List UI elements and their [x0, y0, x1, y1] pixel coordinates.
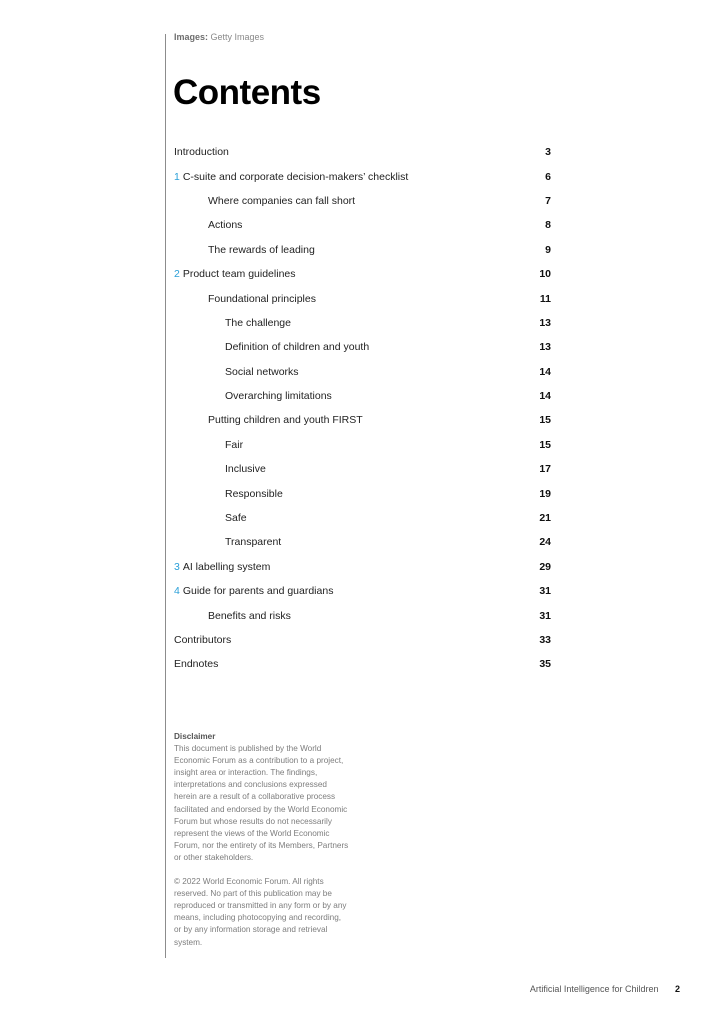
- toc-entry[interactable]: [174, 360, 551, 384]
- toc-entry-label: [174, 317, 291, 329]
- toc-entry-text: C-suite and corporate decision-makers’ checklist: [182, 170, 409, 183]
- toc-page-number: 3: [545, 146, 551, 159]
- toc-page-number: 31: [539, 585, 551, 598]
- toc-entry-text: Fair: [225, 438, 244, 451]
- toc-section-number: 3: [174, 560, 180, 573]
- toc-entry-label: [174, 366, 299, 378]
- toc-page-number: 31: [539, 609, 551, 622]
- toc-entry-label: [174, 439, 243, 451]
- toc-page-number: 29: [539, 560, 551, 573]
- disclaimer-body: This document is published by the World Economic Forum as a contribution to a project, insight area or interaction. The findings, interpretations and conclusions expressed herein are a result of a collaborative process facilitated and endorsed by the World Economic Forum but whose results do not necessarily represent the views of the World Economic Forum, nor the entirety of its Members, Partners or other stakeholders.: [174, 744, 349, 862]
- toc-page-number: 6: [545, 170, 551, 183]
- toc-page-number: 33: [539, 634, 551, 646]
- toc-entry-text: Actions: [208, 219, 243, 232]
- toc-entry[interactable]: [174, 140, 551, 164]
- toc-entry-label: [174, 561, 270, 573]
- toc-entry[interactable]: [174, 652, 551, 676]
- toc-entry-text: Where companies can fall short: [208, 194, 356, 207]
- toc-entry-text: The rewards of leading: [208, 243, 315, 256]
- toc-entry-text: Responsible: [225, 487, 283, 500]
- toc-entry-text: Definition of children and youth: [225, 341, 370, 354]
- toc-page-number: 14: [539, 365, 551, 378]
- toc-page-number: 11: [539, 292, 551, 305]
- toc-entry[interactable]: [174, 579, 551, 603]
- toc-entry-label: [174, 610, 291, 622]
- table-of-contents: [174, 140, 551, 677]
- toc-page-number: 15: [539, 414, 551, 427]
- toc-section-number: 1: [174, 170, 180, 183]
- toc-entry-label: [174, 219, 242, 231]
- toc-page-number: 10: [539, 268, 551, 281]
- toc-entry[interactable]: [174, 628, 551, 652]
- toc-entry-text: Introduction: [174, 146, 229, 159]
- image-credit: [174, 32, 264, 42]
- page-title: Contents: [173, 73, 321, 112]
- toc-entry[interactable]: [174, 457, 551, 481]
- toc-page-number: 19: [539, 487, 551, 500]
- toc-entry-text: The challenge: [225, 316, 291, 329]
- toc-page-number: 13: [539, 341, 551, 354]
- toc-entry-text: AI labelling system: [182, 560, 271, 573]
- toc-entry-label: [174, 244, 315, 256]
- toc-entry-text: Guide for parents and guardians: [182, 585, 334, 598]
- disclaimer: [174, 731, 349, 949]
- toc-entry[interactable]: [174, 164, 551, 188]
- toc-entry-label: [174, 658, 218, 670]
- toc-page-number: 7: [545, 194, 551, 207]
- toc-entry-text: Transparent: [225, 536, 282, 549]
- toc-entry-label: [174, 585, 333, 597]
- image-credit-label: Images:: [174, 32, 209, 42]
- toc-entry-text: Putting children and youth FIRST: [208, 414, 363, 427]
- page-footer: [0, 984, 680, 994]
- toc-section-number: 4: [174, 585, 180, 598]
- toc-entry-text: Benefits and risks: [208, 609, 291, 622]
- toc-entry[interactable]: [174, 433, 551, 457]
- toc-entry[interactable]: [174, 384, 551, 408]
- footer-doc-title: Artificial Intelligence for Children: [529, 984, 659, 994]
- toc-entry-text: Contributors: [174, 634, 232, 646]
- copyright-notice: © 2022 World Economic Forum. All rights reserved. No part of this publication may be reproduced or transmitted in any form or by any means, including photocopying and recording, or by any information storage and retrieval system.: [174, 877, 347, 947]
- toc-entry[interactable]: [174, 481, 551, 505]
- disclaimer-heading: Disclaimer: [174, 732, 216, 741]
- image-credit-value: Getty Images: [210, 32, 265, 42]
- toc-entry-text: Social networks: [225, 365, 299, 378]
- toc-section-number: 2: [174, 268, 180, 281]
- toc-entry[interactable]: [174, 506, 551, 530]
- toc-entry[interactable]: [174, 555, 551, 579]
- toc-entry[interactable]: [174, 238, 551, 262]
- toc-entry[interactable]: [174, 603, 551, 627]
- toc-entry-label: [174, 512, 247, 524]
- toc-entry-text: Overarching limitations: [225, 390, 332, 403]
- toc-page-number: 13: [539, 316, 551, 329]
- toc-entry-text: Safe: [225, 512, 247, 525]
- toc-page-number: 24: [539, 536, 551, 549]
- toc-entry-text: Inclusive: [225, 463, 266, 476]
- toc-entry-label: [174, 341, 369, 353]
- toc-entry-text: Endnotes: [174, 658, 219, 671]
- toc-entry-text: Foundational principles: [208, 292, 316, 305]
- footer-page-number: 2: [674, 984, 680, 994]
- toc-page-number: 17: [539, 463, 551, 476]
- toc-entry[interactable]: [174, 189, 551, 213]
- toc-entry-label: [174, 390, 332, 402]
- toc-entry-label: [174, 536, 281, 548]
- toc-entry[interactable]: [174, 286, 551, 310]
- vertical-rule: [165, 34, 166, 958]
- toc-entry[interactable]: [174, 262, 551, 286]
- toc-entry[interactable]: [174, 311, 551, 335]
- toc-entry-label: [174, 293, 316, 305]
- toc-entry[interactable]: [174, 408, 551, 432]
- toc-entry-label: [174, 171, 408, 183]
- toc-page-number: 8: [545, 219, 551, 232]
- toc-entry-label: [174, 195, 355, 207]
- toc-page-number: 14: [539, 390, 551, 403]
- toc-entry[interactable]: [174, 213, 551, 237]
- toc-page-number: 9: [545, 243, 551, 256]
- toc-entry-label: [174, 146, 229, 158]
- toc-entry-label: [174, 488, 283, 500]
- toc-entry-label: [174, 634, 231, 646]
- toc-entry-label: [174, 414, 363, 426]
- toc-entry-text: Product team guidelines: [182, 268, 296, 281]
- toc-page-number: 21: [539, 512, 551, 525]
- toc-page-number: 35: [539, 658, 551, 671]
- toc-entry[interactable]: [174, 335, 551, 359]
- toc-page-number: 15: [539, 438, 551, 451]
- toc-entry[interactable]: [174, 530, 551, 554]
- toc-entry-label: [174, 268, 296, 280]
- toc-entry-label: [174, 463, 266, 475]
